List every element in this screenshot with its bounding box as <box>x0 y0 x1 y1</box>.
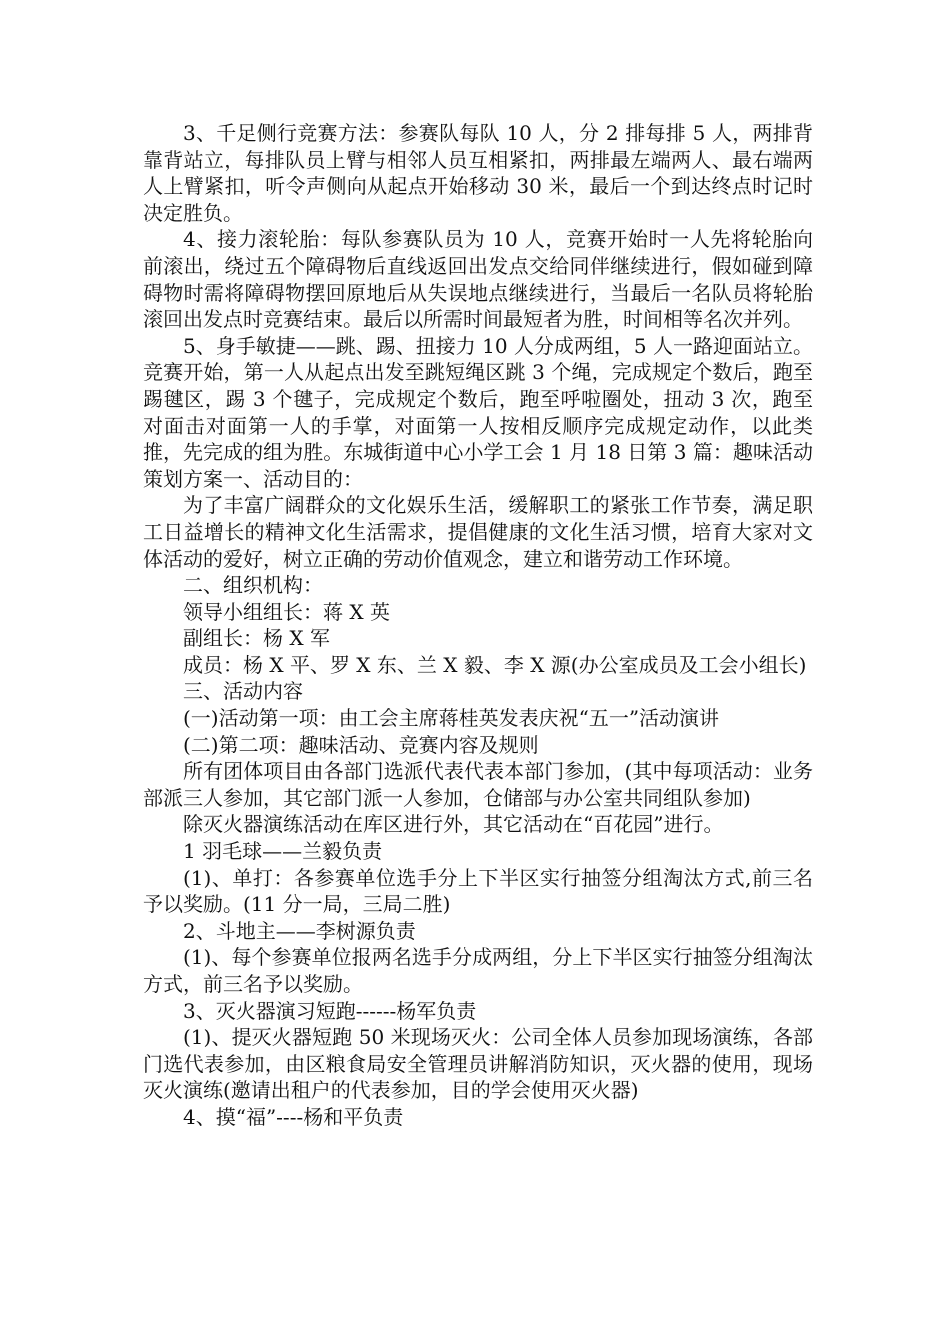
paragraph-group-leader: 领导小组组长：蒋 X 英 <box>183 599 390 624</box>
paragraph-item-two-heading: (二)第二项：趣味活动、竞赛内容及规则 <box>183 732 539 757</box>
paragraph-badminton-heading: 1 羽毛球——兰毅负责 <box>183 839 383 864</box>
section-heading-activity-content: 三、活动内容 <box>183 679 303 704</box>
document-page <box>143 120 813 1131</box>
paragraph-extinguisher-rule: (1)、提灭火器短跑 50 米现场灭火：公司全体人员参加现场演练，各部门选代表参加，由区粮食局安全管理员讲解消防知识，灭火器的使用，现场灭火演练(邀请出租户的代表参加，目的学会使用灭火器) <box>143 1025 813 1103</box>
paragraph-card-game-rule: (1)、每个参赛单位报两名选手分成两组，分上下半区实行抽签分组淘汰方式，前三名予以奖励。 <box>143 945 813 996</box>
paragraph-card-game-heading: 2、斗地主——李树源负责 <box>183 918 416 943</box>
paragraph-1000-feet-rule: 3、千足侧行竞赛方法：参赛队每队 10 人，分 2 排每排 5 人，两排背靠背站立，每排队员上臂与相邻人员互相紧扣，两排最左端两人、最右端两人上臂紧扣，听令声侧向从起点开始移动 30 米，最后一个到达终点时记时决定胜负。 <box>143 121 813 225</box>
paragraph-item-one-speech: (一)活动第一项：由工会主席蒋桂英发表庆祝“五一”活动演讲 <box>183 706 720 731</box>
paragraph-agility-relay-rule: 5、身手敏捷——跳、踢、扭接力 10 人分成两组，5 人一路迎面站立。竞赛开始，第一人从起点出发至跳短绳区跳 3 个绳，完成规定个数后，跑至踢毽区，踢 3 个毽子，完成规定个数后，跑至呼啦圈处，扭动 3 次，跑至对面击对面第一人的手掌，对面第一人按相反顺序完成规定动作，以此类推，先完成的组为胜。东城街道中心小学工会 1 月 18 日第 3 篇：趣味活动策划方案一、活动目的： <box>143 333 813 491</box>
paragraph-members: 成员：杨 X 平、罗 X 东、兰 X 毅、李 X 源(办公室成员及工会小组长) <box>183 652 807 677</box>
paragraph-activity-purpose: 为了丰富广阔群众的文化娱乐生活，缓解职工的紧张工作节奏，满足职工日益增长的精神文化生活需求，提倡健康的文化生活习惯，培育大家对文体活动的爱好，树立正确的劳动价值观念，建立和谐劳动工作环境。 <box>143 493 813 571</box>
section-heading-organization: 二、组织机构： <box>183 573 323 598</box>
paragraph-venue: 除灭火器演练活动在库区进行外，其它活动在“百花园”进行。 <box>183 812 724 837</box>
paragraph-fu-heading: 4、摸“福”----杨和平负责 <box>183 1104 404 1129</box>
paragraph-deputy-leader: 副组长：杨 X 军 <box>183 626 330 651</box>
paragraph-extinguisher-heading: 3、灭火器演习短跑------杨军负责 <box>183 998 477 1023</box>
paragraph-badminton-rule: (1)、单打：各参赛单位选手分上下半区实行抽签分组淘汰方式,前三名予以奖励。(11 分一局，三局二胜) <box>143 865 813 917</box>
paragraph-team-participation: 所有团体项目由各部门选派代表代表本部门参加，(其中每项活动：业务部派三人参加，其它部门派一人参加，仓储部与办公室共同组队参加) <box>143 759 813 810</box>
paragraph-tire-relay-rule: 4、接力滚轮胎：每队参赛队员为 10 人，竞赛开始时一人先将轮胎向前滚出，绕过五个障碍物后直线返回出发点交给同伴继续进行，假如碰到障碍物时需将障碍物摆回原地后从失误地点继续进行，当最后一名队员将轮胎滚回出发点时竞赛结束。最后以所需时间最短者为胜，时间相等名次并列。 <box>143 227 813 332</box>
